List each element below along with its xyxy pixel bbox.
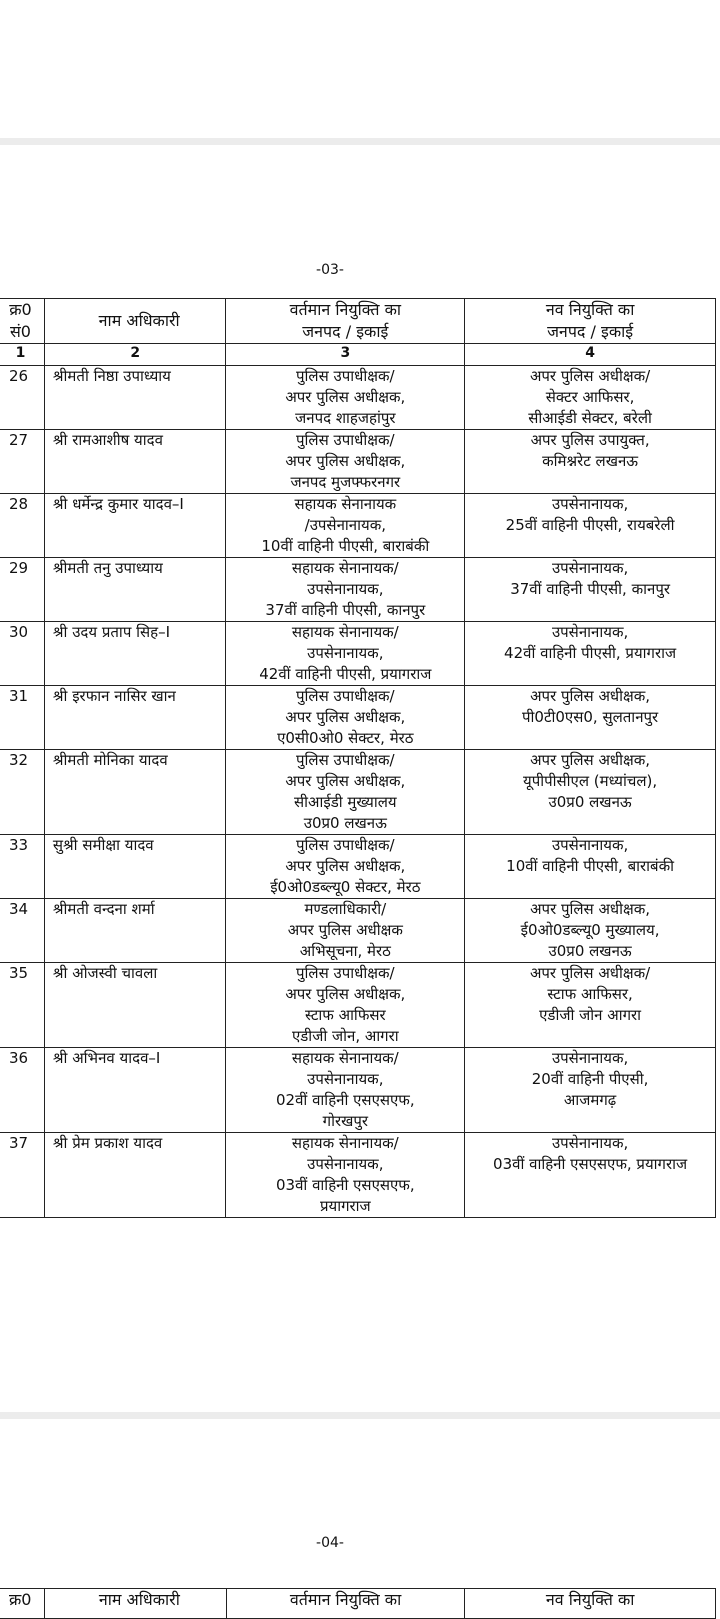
current-posting-line: अपर पुलिस अधीक्षक, [285, 772, 406, 790]
current-posting-line: उपसेनानायक, [307, 580, 384, 598]
new-posting-line: आजमगढ़ [563, 1091, 617, 1109]
header-serial: क्र0 [0, 1589, 44, 1619]
officer-name: श्रीमती निष्ठा उपाध्याय [44, 366, 226, 430]
header-line: वर्तमान नियुक्ति का [289, 300, 401, 319]
new-posting [465, 1048, 716, 1133]
table-row [0, 430, 716, 494]
current-posting-line: 03वीं वाहिनी एसएसएफ, [276, 1176, 415, 1194]
page-separator [0, 138, 720, 145]
officer-name: श्री ओजस्वी चावला [44, 963, 226, 1048]
current-posting-line: अपर पुलिस अधीक्षक, [285, 452, 406, 470]
new-posting [465, 366, 716, 430]
current-posting [226, 366, 465, 430]
officer-name: श्रीमती वन्दना शर्मा [44, 899, 226, 963]
current-posting-line: उपसेनानायक, [307, 1070, 384, 1088]
current-posting-line: प्रयागराज [319, 1197, 371, 1215]
new-posting [465, 622, 716, 686]
current-posting-line: पुलिस उपाधीक्षक/ [296, 687, 395, 705]
officer-name: श्री अभिनव यादव–I [44, 1048, 226, 1133]
serial-number: 32 [0, 750, 44, 835]
new-posting [465, 558, 716, 622]
new-posting-line: अपर पुलिस अधीक्षक, [530, 687, 651, 705]
new-posting-line: उ0प्र0 लखनऊ [548, 793, 632, 811]
current-posting-line: ए0सी0ओ0 सेक्टर, मेरठ [277, 729, 414, 747]
current-posting [226, 963, 465, 1048]
header-line: नव नियुक्ति का [545, 300, 635, 319]
serial-number: 29 [0, 558, 44, 622]
current-posting-line: जनपद शाहजहांपुर [295, 409, 396, 427]
new-posting [465, 963, 716, 1048]
new-posting-line: कमिश्नरेट लखनऊ [542, 452, 639, 470]
header-serial [0, 299, 44, 344]
current-posting-line: 10वीं वाहिनी पीएसी, बाराबंकी [261, 537, 430, 555]
table-row [0, 686, 716, 750]
current-posting-line: ई0ओ0डब्ल्यू0 सेक्टर, मेरठ [270, 878, 421, 896]
current-posting [226, 622, 465, 686]
officer-name: श्री रामआशीष यादव [44, 430, 226, 494]
current-posting [226, 1133, 465, 1218]
current-posting-line: पुलिस उपाधीक्षक/ [296, 431, 395, 449]
current-posting-line: अभिसूचना, मेरठ [299, 942, 391, 960]
current-posting [226, 494, 465, 558]
column-number: 2 [44, 344, 226, 366]
new-posting [465, 494, 716, 558]
current-posting-line: सहायक सेनानायक/ [291, 1134, 399, 1152]
new-posting-line: एडीजी जोन आगरा [539, 1006, 642, 1024]
table-row [0, 750, 716, 835]
new-posting-line: 37वीं वाहिनी पीएसी, कानपुर [510, 580, 670, 598]
current-posting-line: सहायक सेनानायक/ [291, 559, 399, 577]
header-line: नाम अधिकारी [98, 311, 180, 330]
new-posting-line: उपसेनानायक, [551, 559, 629, 577]
current-posting-line: पुलिस उपाधीक्षक/ [296, 964, 395, 982]
officer-name: सुश्री समीक्षा यादव [44, 835, 226, 899]
current-posting-line: अपर पुलिस अधीक्षक, [285, 985, 406, 1003]
table-row [0, 494, 716, 558]
serial-number: 31 [0, 686, 44, 750]
new-posting-line: अपर पुलिस अधीक्षक, [530, 751, 651, 769]
new-posting-line: अपर पुलिस अधीक्षक, [530, 900, 651, 918]
new-posting-line: ई0ओ0डब्ल्यू0 मुख्यालय, [520, 921, 660, 939]
new-posting-line: सेक्टर आफिसर, [545, 388, 635, 406]
current-posting-line: पुलिस उपाधीक्षक/ [296, 367, 395, 385]
new-posting-line: 25वीं वाहिनी पीएसी, रायबरेली [505, 516, 675, 534]
table-row [0, 366, 716, 430]
header-new-posting [465, 299, 716, 344]
table-row [0, 558, 716, 622]
new-posting-line: स्टाफ आफिसर, [547, 985, 633, 1003]
new-posting-line: उपसेनानायक, [551, 495, 629, 513]
new-posting-line: पी0टी0एस0, सुलतानपुर [522, 708, 659, 726]
current-posting [226, 558, 465, 622]
current-posting-line: सीआईडी मुख्यालय [294, 793, 397, 811]
current-posting-line: अपर पुलिस अधीक्षक, [285, 388, 406, 406]
current-posting-line: उपसेनानायक, [307, 644, 384, 662]
serial-number: 37 [0, 1133, 44, 1218]
current-posting-line: स्टाफ आफिसर [304, 1006, 386, 1024]
new-posting-line: अपर पुलिस अधीक्षक/ [529, 367, 651, 385]
column-number-row [0, 344, 716, 366]
officer-name: श्री इरफान नासिर खान [44, 686, 226, 750]
header-line: जनपद / इकाई [547, 322, 634, 341]
current-posting [226, 899, 465, 963]
current-posting [226, 686, 465, 750]
table-row [0, 835, 716, 899]
current-posting-line: उ0प्र0 लखनऊ [303, 814, 387, 832]
current-posting-line: गोरखपुर [322, 1112, 369, 1130]
new-posting-line: सीआईडी सेक्टर, बरेली [528, 409, 652, 427]
new-posting-line: 20वीं वाहिनी पीएसी, [531, 1070, 649, 1088]
new-posting [465, 1133, 716, 1218]
officer-name: श्री प्रेम प्रकाश यादव [44, 1133, 226, 1218]
current-posting-line: सहायक सेनानायक [294, 495, 397, 513]
serial-number: 27 [0, 430, 44, 494]
officer-name: श्रीमती तनु उपाध्याय [44, 558, 226, 622]
officer-name: श्री उदय प्रताप सिह–I [44, 622, 226, 686]
serial-number: 34 [0, 899, 44, 963]
new-posting-line: उपसेनानायक, [551, 836, 629, 854]
new-posting-line: यूपीपीसीएल (मध्यांचल), [523, 772, 658, 790]
new-posting-line: उ0प्र0 लखनऊ [548, 942, 632, 960]
header-officer-name: नाम अधिकारी [44, 1589, 226, 1619]
new-posting-line: उपसेनानायक, [551, 1134, 629, 1152]
table-header-row [0, 299, 716, 344]
header-current-posting [226, 299, 465, 344]
table-body [0, 366, 716, 1218]
serial-number: 35 [0, 963, 44, 1048]
header-line: सं0 [9, 322, 31, 341]
current-posting-line: पुलिस उपाधीक्षक/ [296, 836, 395, 854]
current-posting-line: सहायक सेनानायक/ [291, 623, 399, 641]
current-posting-line: पुलिस उपाधीक्षक/ [296, 751, 395, 769]
new-posting [465, 686, 716, 750]
current-posting-line: मण्डलाधिकारी/ [304, 900, 387, 918]
header-line: क्र0 [9, 300, 32, 319]
current-posting-line: अपर पुलिस अधीक्षक, [285, 708, 406, 726]
current-posting-line: जनपद मुजफ्फरनगर [290, 473, 401, 491]
new-posting-line: अपर पुलिस अधीक्षक/ [529, 964, 651, 982]
current-posting [226, 430, 465, 494]
current-posting [226, 835, 465, 899]
current-posting-line: अपर पुलिस अधीक्षक [287, 921, 403, 939]
table-row [0, 1133, 716, 1218]
serial-number: 26 [0, 366, 44, 430]
table-row [0, 963, 716, 1048]
new-posting [465, 835, 716, 899]
new-posting [465, 430, 716, 494]
transfer-table [0, 298, 716, 1218]
column-number: 3 [226, 344, 465, 366]
current-posting-line: 02वीं वाहिनी एसएसएफ, [276, 1091, 415, 1109]
page-number-top: -03- [316, 262, 344, 278]
header-new-posting: नव नियुक्ति का [465, 1589, 716, 1619]
current-posting-line: /उपसेनानायक, [304, 516, 386, 534]
column-number: 4 [465, 344, 716, 366]
officer-name: श्री धर्मेन्द्र कुमार यादव–I [44, 494, 226, 558]
new-posting-line: 10वीं वाहिनी पीएसी, बाराबंकी [506, 857, 675, 875]
page-separator [0, 1412, 720, 1419]
column-number: 1 [0, 344, 44, 366]
current-posting-line: सहायक सेनानायक/ [291, 1049, 399, 1067]
new-posting [465, 899, 716, 963]
table-row [0, 622, 716, 686]
new-posting-line: उपसेनानायक, [551, 1049, 629, 1067]
current-posting-line: 37वीं वाहिनी पीएसी, कानपुर [265, 601, 426, 619]
page-number-bottom: -04- [316, 1535, 344, 1551]
new-posting-line: अपर पुलिस उपायुक्त, [530, 431, 650, 449]
header-line: जनपद / इकाई [302, 322, 389, 341]
new-posting-line: 03वीं वाहिनी एसएसएफ, प्रयागराज [493, 1155, 688, 1173]
current-posting-line: एडीजी जोन, आगरा [291, 1027, 399, 1045]
table-row [0, 1048, 716, 1133]
current-posting-line: अपर पुलिस अधीक्षक, [285, 857, 406, 875]
new-posting [465, 750, 716, 835]
table-row [0, 899, 716, 963]
current-posting-line: उपसेनानायक, [307, 1155, 384, 1173]
header-officer-name [44, 299, 226, 344]
header-current-posting: वर्तमान नियुक्ति का [226, 1589, 465, 1619]
current-posting [226, 1048, 465, 1133]
serial-number: 28 [0, 494, 44, 558]
new-posting-line: उपसेनानायक, [551, 623, 629, 641]
serial-number: 33 [0, 835, 44, 899]
new-posting-line: 42वीं वाहिनी पीएसी, प्रयागराज [504, 644, 677, 662]
current-posting-line: 42वीं वाहिनी पीएसी, प्रयागराज [259, 665, 432, 683]
officer-name: श्रीमती मोनिका यादव [44, 750, 226, 835]
serial-number: 36 [0, 1048, 44, 1133]
serial-number: 30 [0, 622, 44, 686]
current-posting [226, 750, 465, 835]
